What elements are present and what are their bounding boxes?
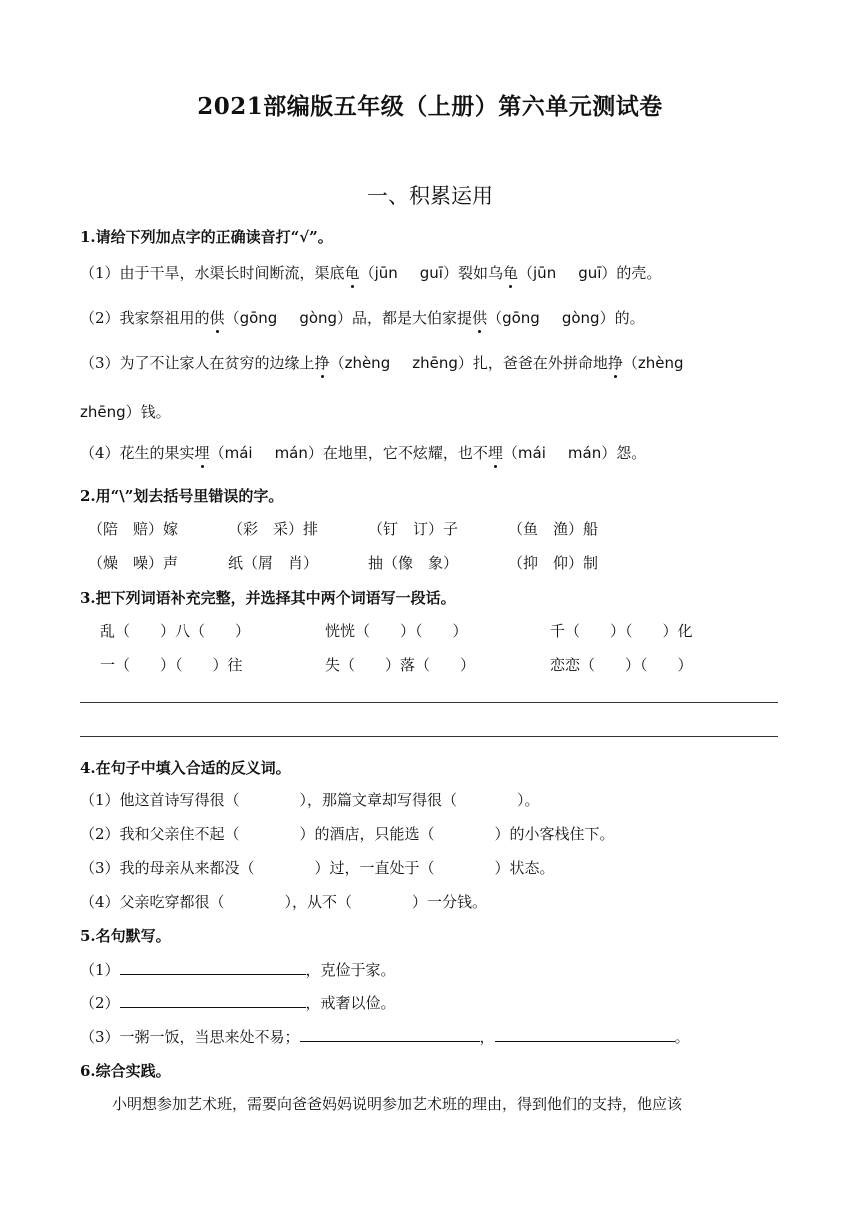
answer-blank[interactable] — [300, 1027, 480, 1042]
word-item[interactable]: 抽（像 象） — [368, 554, 459, 572]
quote-line-2 — [80, 992, 396, 1013]
idiom-fill[interactable]: 乱（ ）八（ ） — [100, 622, 251, 640]
text-segment: （4）花生的果实 — [80, 444, 195, 462]
word-item[interactable]: （钉 订）子 — [368, 520, 459, 538]
word-item[interactable]: 纸（屑 肖） — [228, 554, 319, 572]
text-segment: ）扎，爸爸在外拼命地 — [457, 354, 608, 372]
q1-line-1 — [80, 262, 661, 283]
pinyin-option[interactable]: zhēng — [80, 403, 126, 421]
paragraph-text: 小明想参加艺术班，需要向爸爸妈妈说明参加艺术班的理由，得到他们的支持，他应该 — [112, 1095, 683, 1113]
pinyin-option[interactable]: guī — [419, 264, 443, 282]
q1-line-4 — [80, 442, 646, 463]
dotted-char: 挣 — [607, 354, 623, 372]
pinyin-option[interactable]: zhèng — [344, 354, 391, 372]
dotted-char: 供 — [209, 309, 225, 327]
question-2-heading: 2.用“\”划去括号里错误的字。 — [80, 487, 284, 505]
idiom-fill[interactable]: 恋恋（ ）（ ） — [550, 656, 693, 674]
dotted-char: 埋 — [487, 444, 503, 462]
dotted-char: 埋 — [194, 444, 210, 462]
idiom-fill[interactable]: 一（ ）（ ）往 — [100, 656, 243, 674]
pinyin-option[interactable]: gōng — [502, 309, 540, 327]
text-segment: ）的。 — [599, 309, 645, 327]
text-segment: ， — [479, 1028, 495, 1046]
text-segment: ）裂如乌 — [442, 264, 503, 282]
q1-line-2 — [80, 307, 645, 328]
word-item[interactable]: （陪 赔）嫁 — [88, 520, 179, 538]
text-segment: （ — [224, 309, 240, 327]
text-segment: ）的壳。 — [601, 264, 662, 282]
text-segment: （ — [209, 444, 225, 462]
text-segment: （ — [359, 264, 375, 282]
answer-blank[interactable] — [495, 1027, 675, 1042]
text-segment: ）在地里，它不炫耀，也不 — [307, 444, 488, 462]
q1-line-3-cont — [80, 401, 171, 422]
text-segment: ）怨。 — [601, 444, 647, 462]
question-1-heading: 1.请给下列加点字的正确读音打“√”。 — [80, 228, 333, 246]
pinyin-option[interactable]: zhēng — [412, 354, 458, 372]
q1-line-3 — [80, 352, 684, 373]
text-segment: （ — [622, 354, 638, 372]
dotted-char: 龟 — [502, 264, 518, 282]
pinyin-option[interactable]: gōng — [239, 309, 278, 327]
dotted-char: 挣 — [314, 354, 330, 372]
answer-blank[interactable] — [120, 960, 306, 975]
pinyin-option[interactable]: gòng — [561, 309, 600, 327]
pinyin-option[interactable]: zhèng — [637, 354, 684, 372]
quote-line-1 — [80, 959, 396, 980]
pinyin-option[interactable]: jūn — [374, 264, 398, 282]
text-segment: （3）一粥一饭，当思来处不易； — [80, 1028, 300, 1046]
pinyin-option[interactable]: gòng — [299, 309, 338, 327]
question-6-heading: 6.综合实践。 — [80, 1062, 171, 1080]
quote-line-3 — [80, 1026, 690, 1047]
text-segment: （3）为了不让家人在贫穷的边缘上 — [80, 354, 315, 372]
antonym-sentence[interactable]: （2）我和父亲住不起（ ）的酒店，只能选（ ）的小客栈住下。 — [80, 825, 615, 843]
pinyin-option[interactable]: mái — [517, 444, 546, 462]
item-number: （2） — [80, 994, 120, 1012]
pinyin-option[interactable]: mái — [224, 444, 253, 462]
question-4-heading: 4.在句子中填入合适的反义词。 — [80, 759, 291, 777]
idiom-fill[interactable]: 恍恍（ ）（ ） — [325, 622, 468, 640]
antonym-sentence[interactable]: （1）他这首诗写得很（ ），那篇文章却写得很（ ）。 — [80, 791, 540, 809]
text-segment: 。 — [674, 1028, 690, 1046]
section-heading: 一、积累运用 — [367, 184, 493, 208]
word-item[interactable]: （鱼 渔）船 — [508, 520, 599, 538]
text-segment: ，克俭于家。 — [305, 961, 396, 979]
antonym-sentence[interactable]: （4）父亲吃穿都很（ ），从不（ ）一分钱。 — [80, 893, 488, 911]
page-title: 2021部编版五年级（上册）第六单元测试卷 — [197, 93, 663, 120]
idiom-fill[interactable]: 失（ ）落（ ） — [325, 656, 476, 674]
answer-blank[interactable] — [120, 993, 306, 1008]
writing-line[interactable] — [80, 736, 778, 737]
writing-line[interactable] — [80, 702, 778, 703]
word-item[interactable]: （燥 噪）声 — [88, 554, 179, 572]
text-segment: （2）我家祭祖用的 — [80, 309, 210, 327]
text-segment: （ — [329, 354, 345, 372]
idiom-fill[interactable]: 千（ ）（ ）化 — [550, 622, 693, 640]
word-item[interactable]: （彩 采）排 — [228, 520, 319, 538]
dotted-char: 供 — [472, 309, 488, 327]
question-5-heading: 5.名句默写。 — [80, 927, 171, 945]
text-segment: ，戒奢以俭。 — [305, 994, 396, 1012]
word-item[interactable]: （抑 仰）制 — [508, 554, 599, 572]
pinyin-option[interactable]: guī — [578, 264, 602, 282]
antonym-sentence[interactable]: （3）我的母亲从来都没（ ）过，一直处于（ ）状态。 — [80, 859, 555, 877]
pinyin-option[interactable]: jūn — [533, 264, 557, 282]
text-segment: （ — [487, 309, 503, 327]
question-3-heading: 3.把下列词语补充完整，并选择其中两个词语写一段话。 — [80, 589, 456, 607]
text-segment: （1）由于干旱，水渠长时间断流，渠底 — [80, 264, 345, 282]
text-segment: （ — [518, 264, 534, 282]
text-segment: ）钱。 — [125, 403, 171, 421]
pinyin-option[interactable]: mán — [567, 444, 602, 462]
text-segment: ）品，都是大伯家提 — [337, 309, 473, 327]
dotted-char: 龟 — [344, 264, 360, 282]
text-segment: （ — [502, 444, 518, 462]
item-number: （1） — [80, 961, 120, 979]
pinyin-option[interactable]: mán — [274, 444, 308, 462]
